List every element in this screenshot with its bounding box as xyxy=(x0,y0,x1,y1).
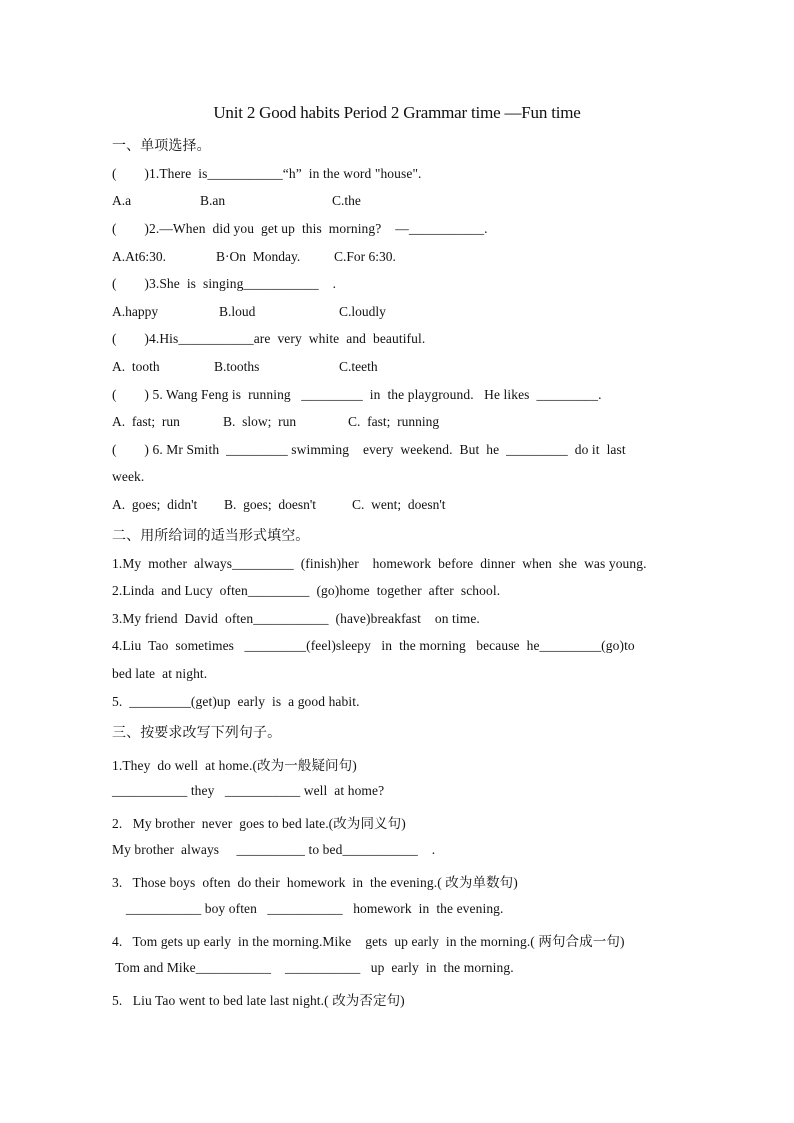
fill-blank-line: 3.My friend David often___________ (have)breakfast on time. xyxy=(112,611,480,626)
page-title: Unit 2 Good habits Period 2 Grammar time —Fun time xyxy=(213,103,581,122)
question-3-option-b: B.loud xyxy=(219,304,256,319)
question-5-stem: ( ) 5. Wang Feng is running _________ in the playground. He likes _________. xyxy=(112,387,602,402)
fill-blank-line: 4.Liu Tao sometimes _________(feel)sleepy in the morning because he_________(go)to xyxy=(112,638,635,653)
question-4-option-a: A. tooth xyxy=(112,359,160,374)
question-2-option-a: A.At6:30. xyxy=(112,249,166,264)
question-2-stem: ( )2.—When did you get up this morning? —___________. xyxy=(112,221,488,236)
question-3-option-c: C.loudly xyxy=(339,304,386,319)
section-3-heading: 三、按要求改写下列句子。 xyxy=(112,725,282,741)
rewrite-line: ___________ they ___________ well at home? xyxy=(112,783,385,798)
question-1-option-c: C.the xyxy=(332,193,361,208)
rewrite-line: 4. Tom gets up early in the morning.Mike gets up early in the morning.( 两句合成一句) xyxy=(112,934,625,949)
question-1-option-a: A.a xyxy=(112,193,132,208)
question-4-option-b: B.tooths xyxy=(214,359,260,374)
question-3-stem: ( )3.She is singing___________ . xyxy=(112,276,337,291)
question-2-option-c: C.For 6:30. xyxy=(334,249,396,264)
question-3-option-a: A.happy xyxy=(112,304,159,319)
question-6-stem: ( ) 6. Mr Smith _________ swimming every weekend. But he _________ do it last xyxy=(112,442,626,457)
question-6-option-b: B. goes; doesn't xyxy=(224,497,317,512)
section-2-heading: 二、用所给词的适当形式填空。 xyxy=(112,528,310,544)
question-6-option-c: C. went; doesn't xyxy=(352,497,446,512)
fill-blank-line: 1.My mother always_________ (finish)her homework before dinner when she was young. xyxy=(112,556,647,571)
question-1-stem: ( )1.There is___________“h” in the word "house". xyxy=(112,166,422,181)
question-5-option-b: B. slow; run xyxy=(223,414,297,429)
question-2-option-b: B·On Monday. xyxy=(216,249,301,264)
rewrite-line: ___________ boy often ___________ homework in the evening. xyxy=(112,901,504,916)
rewrite-line: My brother always __________ to bed___________ . xyxy=(112,842,436,857)
question-1-option-b: B.an xyxy=(200,193,226,208)
fill-blank-line: bed late at night. xyxy=(112,666,208,681)
question-5-option-c: C. fast; running xyxy=(348,414,440,429)
fill-blank-line: 2.Linda and Lucy often_________ (go)home together after school. xyxy=(112,583,501,598)
question-6-option-a: A. goes; didn't xyxy=(112,497,198,512)
rewrite-line: 5. Liu Tao went to bed late last night.( 改为否定句) xyxy=(112,993,405,1008)
question-4-stem: ( )4.His___________are very white and beautiful. xyxy=(112,331,426,346)
rewrite-line: 1.They do well at home.(改为一般疑问句) xyxy=(112,758,357,773)
rewrite-line: 3. Those boys often do their homework in the evening.( 改为单数句) xyxy=(112,875,518,890)
question-4-option-c: C.teeth xyxy=(339,359,378,374)
question-5-option-a: A. fast; run xyxy=(112,414,180,429)
rewrite-line: Tom and Mike___________ ___________ up early in the morning. xyxy=(112,960,514,975)
rewrite-line: 2. My brother never goes to bed late.(改为同义句) xyxy=(112,816,406,831)
question-6-stem-continued: week. xyxy=(112,469,145,484)
section-1-heading: 一、单项选择。 xyxy=(112,138,211,154)
fill-blank-line: 5. _________(get)up early is a good habit. xyxy=(112,694,360,709)
